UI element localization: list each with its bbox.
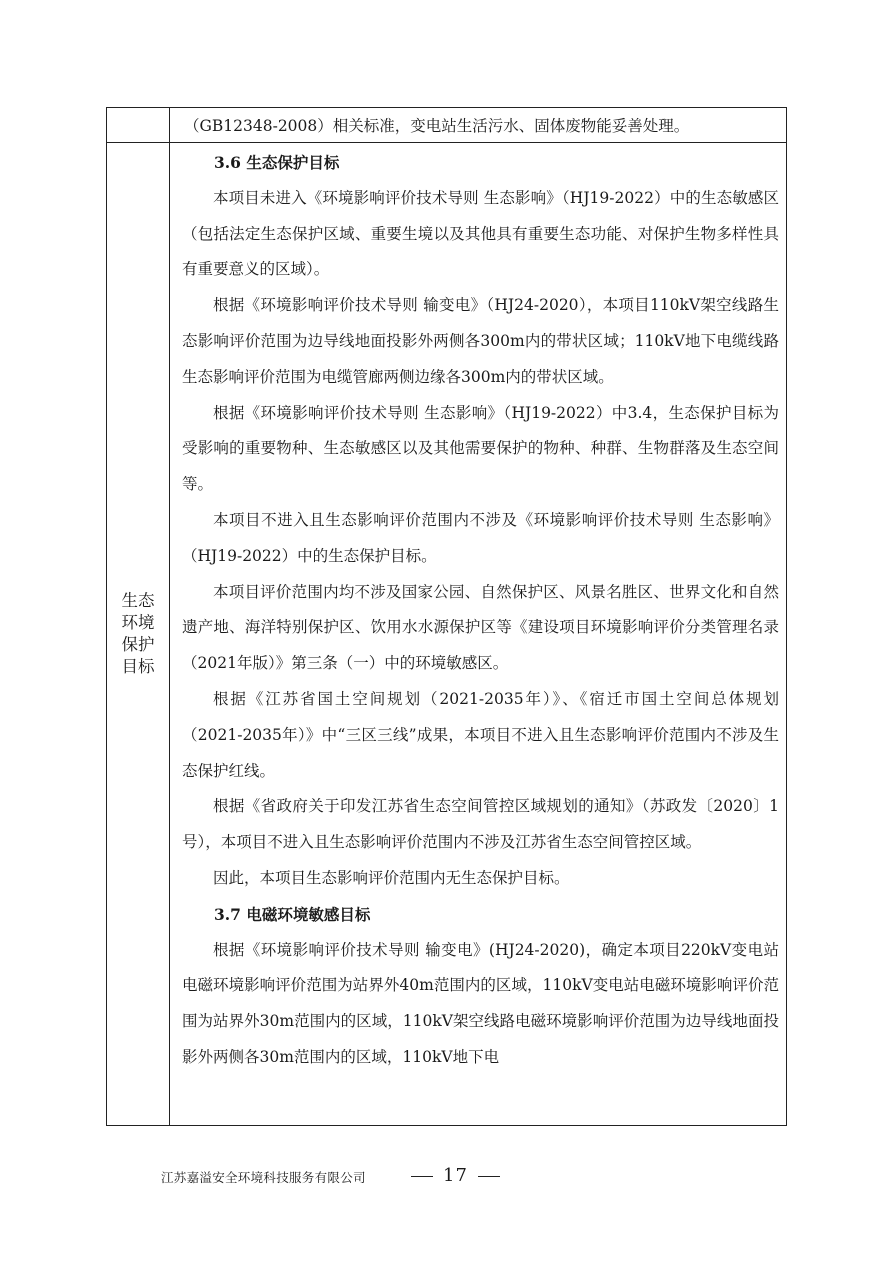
section-label-line-1: 生态	[121, 591, 155, 610]
footer-company-name: 江苏嘉溢安全环境科技服务有限公司	[161, 1170, 366, 1185]
section-label-line-4: 目标	[121, 657, 155, 676]
section-content-cell	[170, 143, 787, 1126]
ecology-row	[107, 143, 787, 1126]
page-number-group	[401, 1165, 510, 1186]
content-table	[106, 107, 787, 1126]
paragraph: 根据《环境影响评价技术导则 输变电》（HJ24-2020），本项目110kV架空线路生态影响评价范围为边导线地面投影外两侧各300m内的带状区域；110kV地下电缆线路生态影响评价范围为电缆管廊两侧边缘各300m内的带状区域。	[182, 296, 779, 386]
dash-right	[478, 1176, 500, 1177]
section-label-cell	[107, 143, 170, 1126]
continuation-label-cell	[107, 108, 170, 143]
paragraph: 根据《环境影响评价技术导则 输变电》(HJ24-2020)，确定本项目220kV变电站电磁环境影响评价范围为站界外40m范围内的区域，110kV变电站电磁环境影响评价范围为站界外30m范围内的区域，110kV架空线路电磁环境影响评价范围为边导线地面投影外两侧各30m范围内的区域，110kV地下电	[182, 940, 779, 1066]
continuation-text: （GB12348-2008）相关标准，变电站生活污水、固体废物能妥善处理。	[184, 117, 690, 135]
paragraph: 本项目未进入《环境影响评价技术导则 生态影响》（HJ19-2022）中的生态敏感区（包括法定生态保护区域、重要生境以及其他具有重要生态功能、对保护生物多样性具有重要意义的区域）。	[182, 188, 779, 279]
heading-3-6: 3.6 生态保护目标	[214, 153, 340, 172]
continuation-cell	[170, 108, 787, 143]
dash-left	[411, 1176, 433, 1177]
section-label-line-3: 保护	[121, 635, 155, 654]
page-number: 17	[443, 1165, 468, 1186]
page-footer	[0, 1165, 892, 1191]
paragraph: 本项目评价范围内均不涉及国家公园、自然保护区、风景名胜区、世界文化和自然遗产地、海洋特别保护区、饮用水水源保护区等《建设项目环境影响评价分类管理名录（2021年版）》第三条（一）中的环境敏感区。	[182, 582, 779, 673]
continuation-row	[107, 108, 787, 143]
paragraph: 因此，本项目生态影响评价范围内无生态保护目标。	[213, 868, 570, 887]
section-label-line-2: 环境	[121, 613, 155, 632]
paragraph: 根据《省政府关于印发江苏省生态空间管控区域规划的通知》（苏政发〔2020〕1号），本项目不进入且生态影响评价范围内不涉及江苏省生态空间管控区域。	[182, 797, 779, 852]
heading-3-7: 3.7 电磁环境敏感目标	[214, 904, 371, 924]
paragraph: 根据《江苏省国土空间规划（2021-2035年）》、《宿迁市国土空间总体规划（2021-2035年）》中“三区三线”成果，本项目不进入且生态影响评价范围内不涉及生态保护红线。	[182, 689, 779, 780]
paragraph: 本项目不进入且生态影响评价范围内不涉及《环境影响评价技术导则 生态影响》（HJ19-2022）中的生态保护目标。	[182, 510, 779, 565]
paragraph: 根据《环境影响评价技术导则 生态影响》（HJ19-2022）中3.4，生态保护目标为受影响的重要物种、生态敏感区以及其他需要保护的物种、种群、生物群落及生态空间等。	[182, 403, 779, 494]
